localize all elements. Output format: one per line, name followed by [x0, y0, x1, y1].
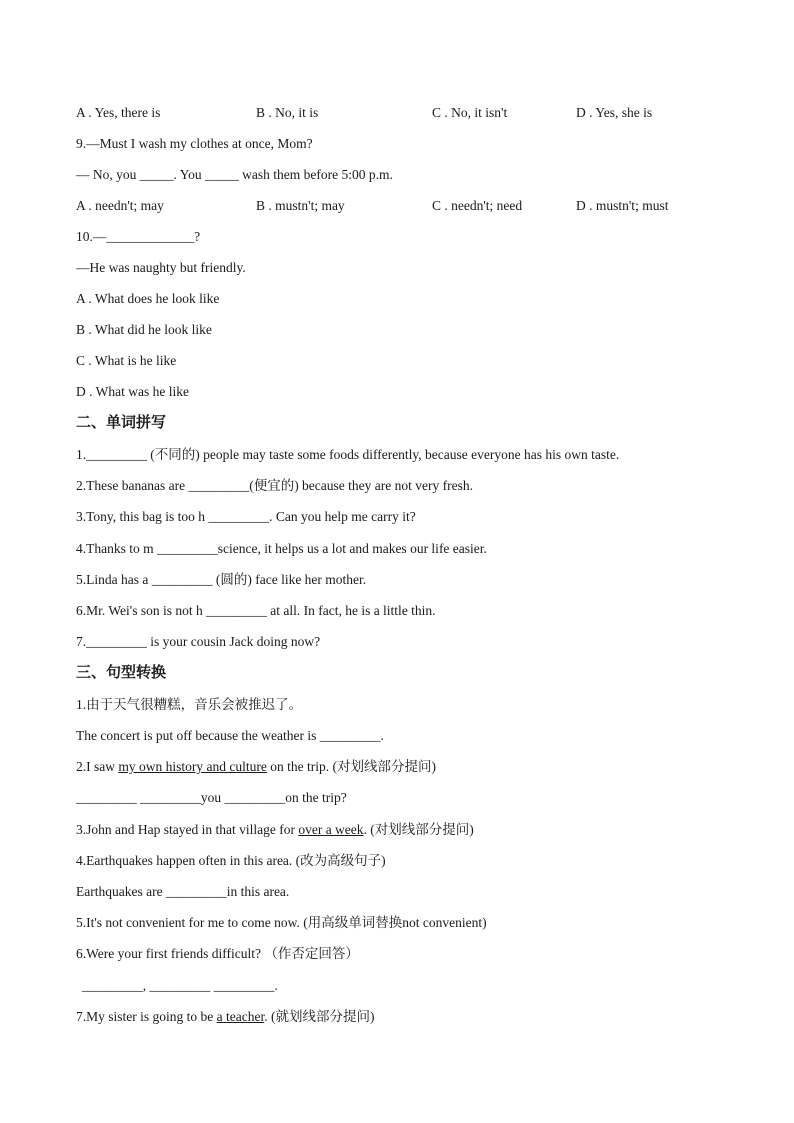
section3-q7 — [76, 1001, 374, 1032]
q9-reply: — No, you _____. You _____ wash them before 5:00 p.m. — [76, 167, 393, 182]
q10-stem: 10.—_____________? — [76, 229, 201, 244]
section3-q2-post: on the trip. (对划线部分提问) — [266, 759, 436, 774]
q8-option-d[interactable]: D . Yes, she is — [576, 105, 653, 120]
q10-option-d[interactable]: D . What was he like — [76, 384, 189, 399]
section2-item-3: 3.Tony, this bag is too h _________. Can you help me carry it? — [76, 509, 416, 524]
q9-stem: 9.—Must I wash my clothes at once, Mom? — [76, 136, 313, 151]
section3-title: 三、句型转换 — [76, 663, 167, 681]
section2-item-1: 1._________ (不同的) people may taste some foods differently, because everyone has his own taste. — [76, 447, 620, 462]
q10-option-c[interactable]: C . What is he like — [76, 353, 177, 368]
section2-item-2: 2.These bananas are _________(便宜的) because they are not very fresh. — [76, 478, 473, 493]
section2-item-7: 7._________ is your cousin Jack doing now? — [76, 634, 321, 649]
section3-q3-pre: 3.John and Hap stayed in that village for — [76, 822, 299, 837]
q10-reply: —He was naughty but friendly. — [76, 260, 246, 275]
section3-q1-en: The concert is put off because the weather is _________. — [76, 728, 384, 743]
section2-item-5: 5.Linda has a _________ (圆的) face like her mother. — [76, 572, 367, 587]
section3-q6: 6.Were your first friends difficult? （作否定回答） — [76, 946, 359, 961]
section3-q7-underlined: a teacher — [216, 1009, 265, 1024]
section3-q2-answer: _________ _________you _________on the trip? — [76, 790, 347, 805]
q10-option-a[interactable]: A . What does he look like — [76, 291, 220, 306]
q8-option-c[interactable]: C . No, it isn't — [432, 105, 508, 120]
section3-q5: 5.It's not convenient for me to come now. (用高级单词替换not convenient) — [76, 915, 487, 930]
section3-q3-underlined: over a week — [298, 822, 364, 837]
section3-q2-pre: 2.I saw — [76, 759, 119, 774]
section2-item-4: 4.Thanks to m _________science, it helps us a lot and makes our life easier. — [76, 541, 487, 556]
section2-title: 二、单词拼写 — [76, 413, 167, 431]
section3-q6-answer: _________, _________ _________. — [82, 978, 278, 993]
q10-option-b[interactable]: B . What did he look like — [76, 322, 212, 337]
section2-item-6: 6.Mr. Wei's son is not h _________ at all. In fact, he is a little thin. — [76, 603, 436, 618]
section3-q7-pre: 7.My sister is going to be — [76, 1009, 217, 1024]
q8-option-a[interactable]: A . Yes, there is — [76, 105, 161, 120]
section3-q1-cn: 1.由于天气很糟糕，音乐会被推迟了。 — [76, 697, 303, 712]
section3-q3-post: . (对划线部分提问) — [363, 822, 474, 837]
q9-option-b[interactable]: B . mustn't; may — [256, 198, 345, 213]
section3-q7-post: . (就划线部分提问) — [264, 1009, 375, 1024]
section3-q2-underlined: my own history and culture — [118, 759, 267, 774]
section3-q2 — [76, 751, 436, 782]
section3-q4: 4.Earthquakes happen often in this area. (改为高级句子) — [76, 853, 386, 868]
q9-option-c[interactable]: C . needn't; need — [432, 198, 523, 213]
q9-option-d[interactable]: D . mustn't; must — [576, 198, 669, 213]
section3-q4-answer: Earthquakes are _________in this area. — [76, 884, 290, 899]
section3-q3 — [76, 814, 474, 845]
q8-option-b[interactable]: B . No, it is — [256, 105, 319, 120]
q9-option-a[interactable]: A . needn't; may — [76, 198, 164, 213]
